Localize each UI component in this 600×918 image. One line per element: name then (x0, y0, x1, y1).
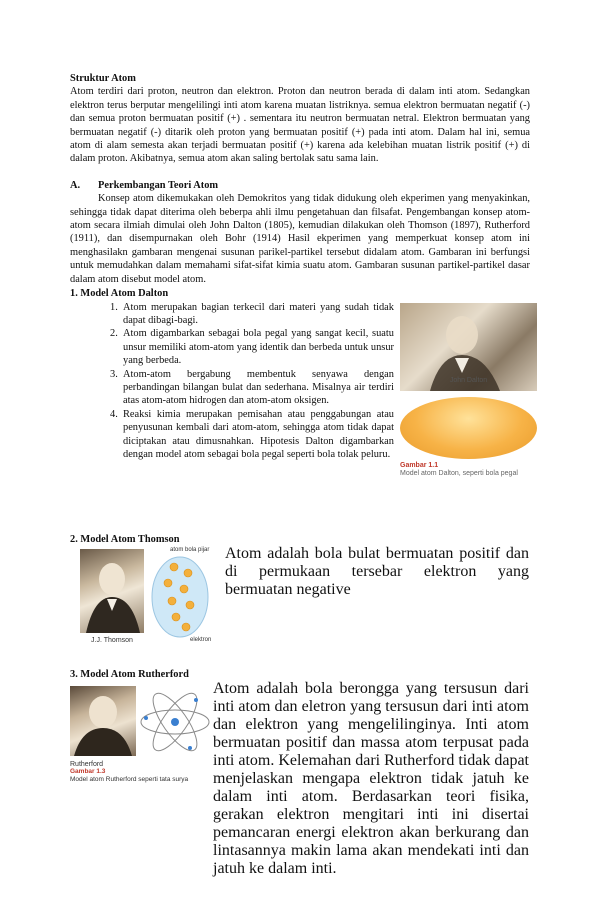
list-number: 2. (110, 328, 118, 340)
thomson-section (70, 533, 530, 644)
intro-title: Struktur Atom (70, 73, 136, 84)
dalton-ball-model (400, 397, 537, 459)
list-text: Atom digambarkan sebagai bola pegal yang sangat kecil, suatu unsur memiliki atom-atom yang identik dan berbeda untuk unsur yang berbeda. (123, 328, 394, 367)
list-item (110, 327, 394, 367)
dalton-figure-label: Gambar 1.1 (400, 461, 439, 469)
list-item (110, 408, 394, 462)
list-text: Reaksi kimia merupakan pemisahan atau penggabungan atau penyusunan kembali dari atom-atom, sehingga atom tidak dapat diciptakan atau dimusnahkan. Hipotesis Dalton digambarkan dengan model atom sebagai bola pegal seperti bola tolak peluru. (123, 408, 394, 460)
list-item (110, 301, 394, 328)
intro-body: Atom terdiri dari proton, neutron dan elektron. Proton dan neutron berada di dalam inti atom. Sedangkan elektron terus berputar mengelilingi inti atom karena muatan listriknya. semua elektron bermuatan negatif (-) dan semua proton bermuatan positif (+) . sementara itu neutron bermuatan netral. Elektron bermuatan yang bermuatan negatif (-) ditarik oleh proton yang bermuatan positif (+) pada inti atom. Dalam hal ini, semua atom di alam semesta akan terjadi bermuatan positif (+) karena ada kelebihan muatan listrik positif (+) di dalam proton. Akibatnya, semua atom akan saling bertolak satu sama lain. (70, 86, 530, 165)
rutherford-figure-label: Gambar 1.3 (70, 768, 106, 775)
rutherford-atom-diagram (138, 690, 212, 754)
thomson-portrait-caption: J.J. Thomson (91, 637, 133, 644)
list-text: Atom merupakan bagian terkecil dari materi yang sudah tidak dapat dibagi-bagi. (123, 301, 394, 326)
dalton-figure-caption (400, 462, 542, 478)
rutherford-figure-text: Model atom Rutherford seperti tata surya (70, 776, 189, 783)
dalton-list (110, 301, 394, 462)
thomson-model-diagram (148, 543, 228, 643)
rutherford-heading: 3. Model Atom Rutherford (70, 669, 189, 680)
section-a-letter: A. (70, 179, 81, 191)
dalton-portrait (400, 303, 537, 391)
thomson-portrait (80, 549, 144, 644)
list-number: 1. (110, 301, 118, 313)
thomson-text: Atom adalah bola bulat bermuatan positif dan di permukaan tersebar elektron yang bermuatan negative (225, 545, 529, 598)
rutherford-section (70, 668, 530, 877)
thomson-label-bottom: elektron (190, 637, 212, 643)
section-a-body: Konsep atom dikemukakan oleh Demokritos yang tidak didukung oleh ekperimen yang menyakinkan, sehingga tidak dapat diterima oleh beberpa ahli ilmu pengetahuan dan filsafat. Pengembangan konsep atom-atom secara ilmiah dimulai oleh John Dalton (1805), kemudian dilakukan oleh Thomson (1897), Rutherford (1911), dan disempurnakan oleh Bohr (1914) Hasil ekperimen yang memperkuat konsep atom ini menghasilakn gambaran mengenai susunan parikel-partikel tersebut didalam atom. Gambaran ini berfungsi untuk memudahkan dalam memahami sifat-sifat kimia suatu atom. Gambaran susunan partikel-partikel dasar dalam atom disebut model atom. (70, 193, 530, 285)
portrait-silhouette-icon (70, 686, 136, 756)
list-item (110, 368, 394, 408)
rutherford-text: Atom adalah bola berongga yang tersusun dari inti atom dan eletron yang tersusun dari inti atom dan elektron yang mengelilinginya. Inti atom bermuatan positif dan massa atom terpusat pada inti atom. Kelemahan dari Rutherford tidak dapat menjelaskan mengapa elektron tidak jatuh ke dalam inti atom. Berdasarkan teori fisika, gerakan elektron mengitari inti ini disertai pemancaran energi elektron akan berkurang dan lintasannya makin lama akan mendekati inti dan jatuh ke dalam inti. (213, 680, 529, 877)
dalton-heading: 1. Model Atom Dalton (70, 288, 169, 300)
list-number: 4. (110, 408, 118, 420)
dalton-section (70, 301, 530, 509)
rutherford-portrait-caption: Rutherford (70, 761, 104, 768)
dalton-figure (400, 303, 542, 478)
rutherford-figure-caption (70, 768, 220, 784)
list-text: Atom-atom bergabung membentuk senyawa dengan perbandingan bilangan bulat dan sederhana. Misalnya air terdiri atas atom-atom hidrogen dan atom-atom oksigen. (123, 368, 394, 407)
rutherford-portrait (70, 686, 136, 768)
portrait-silhouette-icon (80, 549, 144, 633)
dalton-figure-text: Model atom Dalton, seperti bola pegal (400, 469, 518, 477)
dalton-portrait-caption: John Dalton (449, 377, 488, 385)
thomson-heading: 2. Model Atom Thomson (70, 534, 180, 545)
section-a-title: Perkembangan Teori Atom (98, 179, 219, 191)
thomson-label-top: atom bola pijar (170, 547, 210, 553)
section-a-heading (70, 179, 530, 192)
document-page (70, 72, 530, 509)
list-number: 3. (110, 368, 118, 380)
